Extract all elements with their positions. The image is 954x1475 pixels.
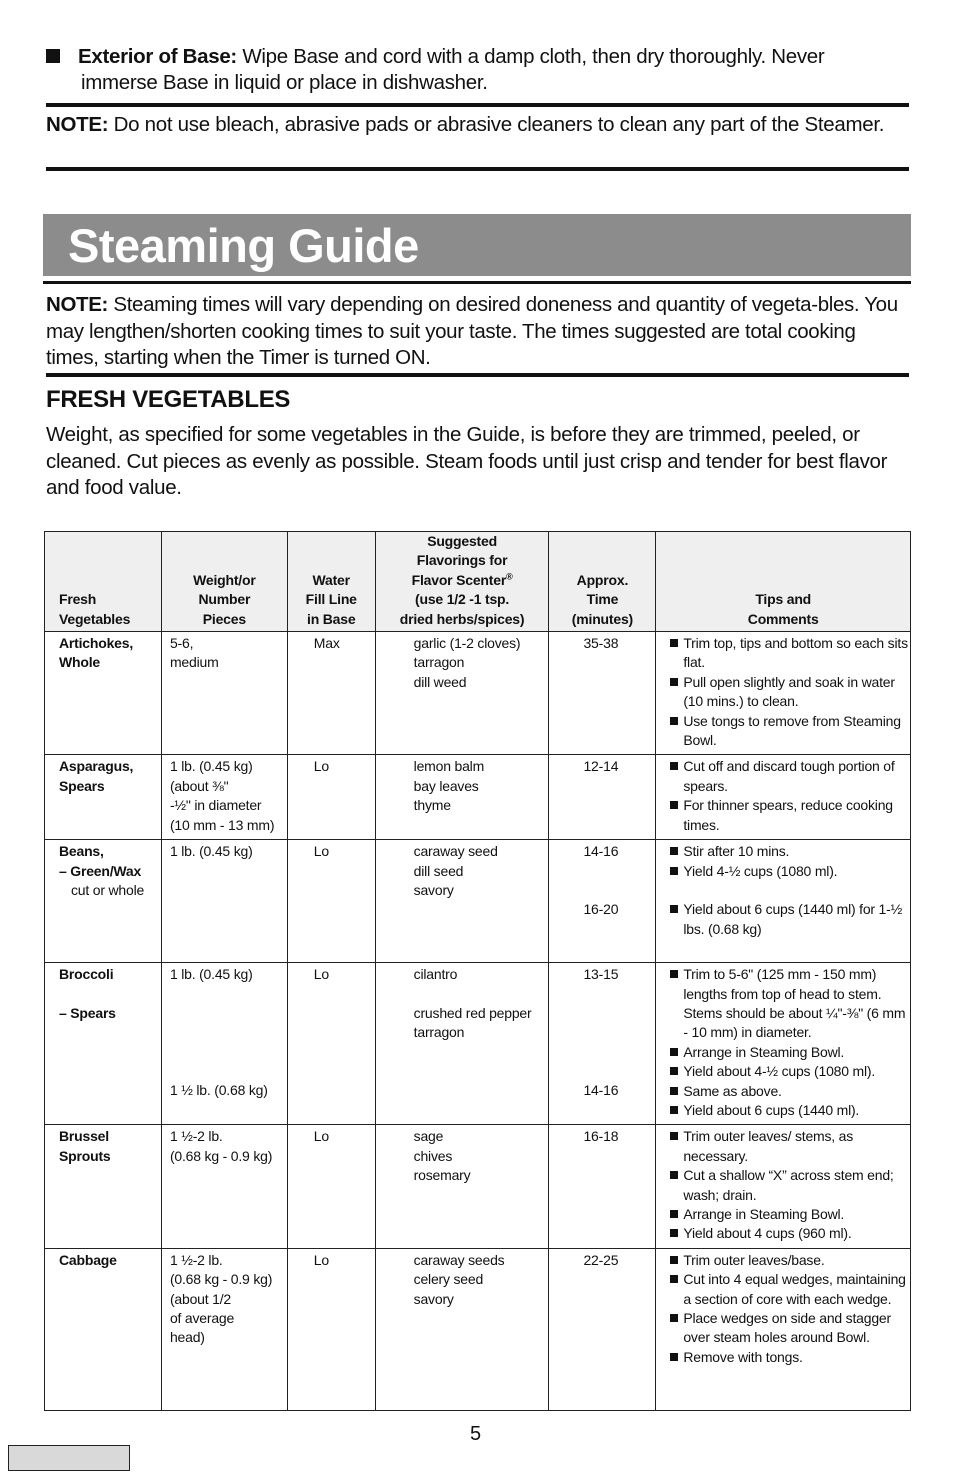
table-row	[45, 1125, 911, 1248]
note-text: Do not use bleach, abrasive pads or abrasive cleaners to clean any part of the Steamer.	[108, 113, 885, 136]
exterior-text-1: Wipe Base and cord with a damp cloth, then dry thoroughly. Never	[236, 45, 825, 68]
time-cell: 13-15 14-16	[549, 963, 656, 1125]
square-bullet-icon	[46, 49, 60, 63]
steaming-times-note	[46, 292, 910, 372]
page-tab-marker	[8, 1445, 130, 1471]
weight-cell: 1 lb. (0.45 kg) 1 ½ lb. (0.68 kg)	[161, 963, 287, 1125]
exterior-label: Exterior of Base:	[78, 45, 237, 68]
time-cell: 35-38	[549, 632, 656, 755]
flavor-cell: garlic (1-2 cloves) tarragon dill weed	[375, 632, 549, 755]
tips-cell: Trim top, tips and bottom so each sits flat. Pull open slightly and soak in water (10 mins.) to clean. Use tongs to remove from Steaming Bowl.	[656, 632, 911, 755]
tips-cell: Cut off and discard tough portion of spears. For thinner spears, reduce cooking times.	[656, 755, 911, 840]
section-intro: Weight, as specified for some vegetables in the Guide, is before they are trimmed, peeled, or cleaned. Cut pieces as evenly as possible. Steam foods until just crisp and tender for best flavor and food value.	[46, 423, 888, 499]
flavor-cell: cilantro crushed red pepper tarragon	[375, 963, 549, 1125]
note-text: Steaming times will vary depending on desired doneness and quantity of vegeta-bles. You may lengthen/shorten cooking times to suit your taste. The times suggested are total cooking times, starting when the Timer is turned ON.	[46, 293, 898, 369]
header-weight: Weight/or Number Pieces	[161, 532, 287, 632]
time-cell: 22-25	[549, 1248, 656, 1410]
header-water-fill: Water Fill Line in Base	[287, 532, 375, 632]
flavor-cell: lemon balm bay leaves thyme	[375, 755, 549, 840]
water-cell: Lo	[287, 840, 375, 963]
steaming-guide-table	[44, 531, 911, 1411]
vegetable-name: Asparagus, Spears	[45, 755, 162, 840]
cleaning-note	[46, 112, 908, 138]
vegetable-name: Broccoli – Spears	[45, 963, 162, 1125]
divider-rule	[46, 103, 909, 107]
tips-cell: Trim to 5-6" (125 mm - 150 mm) lengths from top of head to stem. Stems should be about ¼"-⅜" (6 mm - 10 mm) in diameter. Arrange in Steaming Bowl. Yield about 4-½ cups (1080 ml). Same as above. Yield about 6 cups (1440 ml).	[656, 963, 911, 1125]
water-cell: Lo	[287, 1248, 375, 1410]
water-cell: Max	[287, 632, 375, 755]
weight-cell: 1 lb. (0.45 kg)	[161, 840, 287, 963]
time-cell: 14-16 16-20	[549, 840, 656, 963]
page-number: 5	[470, 1423, 482, 1445]
tips-cell: Trim outer leaves/base. Cut into 4 equal wedges, maintaining a section of core with each wedge. Place wedges on side and stagger over steam holes around Bowl. Remove with tongs.	[656, 1248, 911, 1410]
note-label: NOTE:	[46, 113, 109, 136]
tips-cell: Stir after 10 mins. Yield 4-½ cups (1080 ml). Yield about 6 cups (1440 ml) for 1-½ lbs. (0.68 kg)	[656, 840, 911, 963]
table-row	[45, 755, 911, 840]
tips-cell: Trim outer leaves/ stems, as necessary. Cut a shallow “X” across stem end; wash; drain. Arrange in Steaming Bowl. Yield about 4 cups (960 ml).	[656, 1125, 911, 1248]
header-flavorings: Suggested Flavorings for Flavor Scenter® (use 1/2 -1 tsp. dried herbs/spices)	[375, 532, 549, 632]
divider-rule	[43, 281, 911, 284]
time-cell: 16-18	[549, 1125, 656, 1248]
table-row	[45, 840, 911, 963]
weight-cell: 1 ½-2 lb. (0.68 kg - 0.9 kg)	[161, 1125, 287, 1248]
flavor-cell: caraway seed dill seed savory	[375, 840, 549, 963]
exterior-text-2: immerse Base in liquid or place in dishwasher.	[81, 71, 488, 94]
flavor-cell: sage chives rosemary	[375, 1125, 549, 1248]
water-cell: Lo	[287, 963, 375, 1125]
vegetable-name: Beans, – Green/Wax cut or whole	[45, 840, 162, 963]
time-cell: 12-14	[549, 755, 656, 840]
table-row	[45, 963, 911, 1125]
exterior-of-base-paragraph	[46, 44, 906, 96]
table-row	[45, 1248, 911, 1410]
section-title: FRESH VEGETABLES	[46, 386, 291, 413]
divider-rule	[46, 373, 909, 377]
weight-cell: 1 lb. (0.45 kg) (about ⅜" -½" in diameter (10 mm - 13 mm)	[161, 755, 287, 840]
header-time: Approx. Time (minutes)	[549, 532, 656, 632]
water-cell: Lo	[287, 1125, 375, 1248]
divider-rule	[46, 167, 909, 171]
vegetable-name: Brussel Sprouts	[45, 1125, 162, 1248]
flavor-cell: caraway seeds celery seed savory	[375, 1248, 549, 1410]
weight-cell: 1 ½-2 lb. (0.68 kg - 0.9 kg) (about 1/2 of average head)	[161, 1248, 287, 1410]
weight-cell: 5-6, medium	[161, 632, 287, 755]
table-row	[45, 632, 911, 755]
water-cell: Lo	[287, 755, 375, 840]
vegetable-name: Artichokes, Whole	[45, 632, 162, 755]
header-fresh-vegetables: Fresh Vegetables	[45, 532, 162, 632]
vegetable-name: Cabbage	[45, 1248, 162, 1410]
note-label: NOTE:	[46, 293, 109, 316]
header-tips: Tips and Comments	[656, 532, 911, 632]
registered-mark: ®	[506, 571, 513, 582]
page-title: Steaming Guide	[68, 219, 419, 272]
table-header-row	[45, 532, 911, 632]
